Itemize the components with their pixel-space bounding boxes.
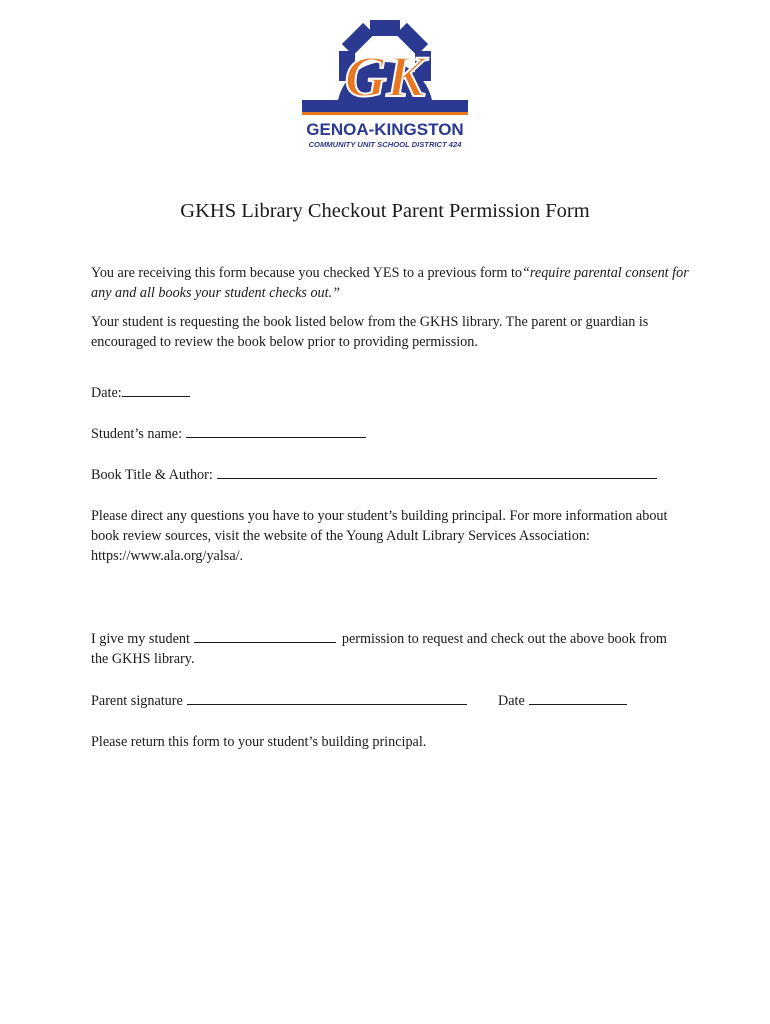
signature-label: Parent signature bbox=[91, 693, 183, 709]
date-field[interactable] bbox=[122, 382, 190, 397]
signature-field[interactable] bbox=[187, 690, 467, 705]
signature-date-label: Date bbox=[498, 693, 525, 709]
svg-text:GENOA-KINGSTON: GENOA-KINGSTON bbox=[306, 120, 464, 139]
book-row bbox=[91, 464, 657, 485]
request-paragraph: Your student is requesting the book listed below from the GKHS library. The parent or guardian is encouraged to review the book below prior to providing permission. bbox=[91, 314, 649, 350]
permission-prefix: I give my student bbox=[91, 631, 190, 647]
signature-date-field[interactable] bbox=[529, 690, 627, 705]
student-name-label: Student’s name: bbox=[91, 426, 183, 442]
signature-date-row bbox=[498, 690, 627, 711]
return-note: Please return this form to your student’s building principal. bbox=[91, 734, 427, 750]
svg-text:COMMUNITY UNIT SCHOOL DISTRICT: COMMUNITY UNIT SCHOOL DISTRICT 424 bbox=[308, 140, 462, 149]
intro-paragraph bbox=[91, 263, 691, 303]
svg-text:GK: GK bbox=[344, 44, 426, 109]
district-logo bbox=[296, 20, 474, 152]
book-field[interactable] bbox=[217, 464, 657, 479]
signature-row bbox=[91, 690, 467, 711]
student-name-field[interactable] bbox=[186, 423, 366, 438]
permission-student-field[interactable] bbox=[194, 628, 336, 643]
date-label: Date: bbox=[91, 385, 122, 401]
questions-paragraph: Please direct any questions you have to your student’s building principal. For more information about book review sources, visit the website of the Young Adult Library Services Association: https://www.ala.org/yalsa/. bbox=[91, 508, 668, 564]
form-title: GKHS Library Checkout Parent Permission Form bbox=[180, 200, 590, 222]
book-label: Book Title & Author: bbox=[91, 467, 213, 483]
intro-quote: “require parental consent for any and all books your student checks out.” bbox=[91, 265, 689, 301]
intro-text: You are receiving this form because you checked YES to a previous form to bbox=[91, 265, 523, 281]
permission-paragraph bbox=[91, 628, 681, 669]
student-name-row bbox=[91, 423, 366, 444]
gear-logo-icon bbox=[296, 20, 474, 152]
date-row bbox=[91, 382, 190, 403]
permission-suffix: permission to request and check out the above book from the GKHS library. bbox=[91, 631, 667, 667]
